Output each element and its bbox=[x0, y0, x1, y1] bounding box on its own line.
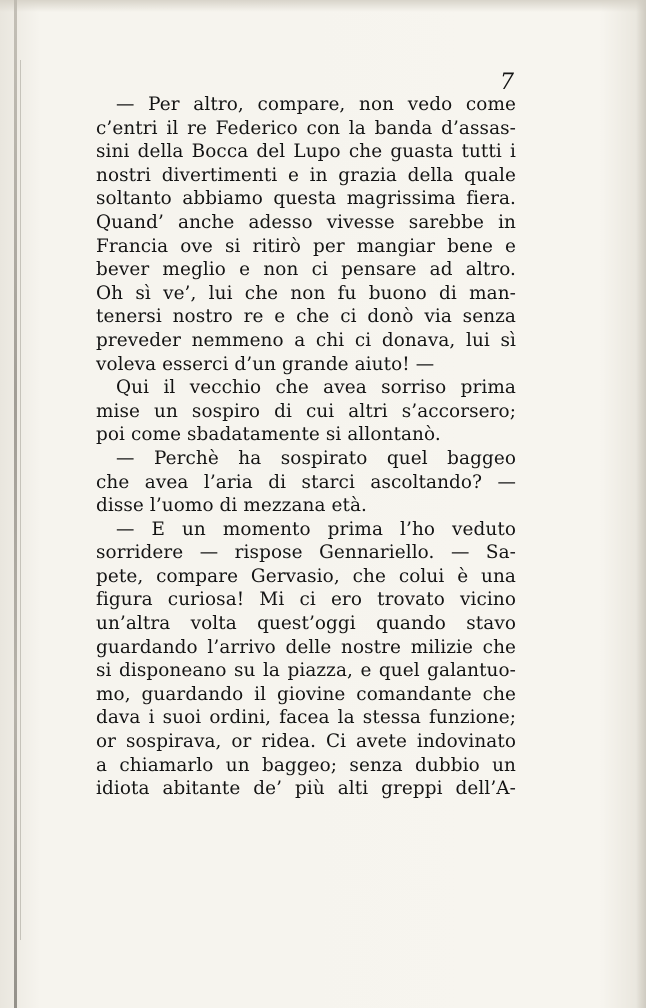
text-line: — Perchè ha sospirato quel baggeo bbox=[116, 447, 516, 469]
text-line: Oh sì ve’, lui che non fu buono di man- bbox=[96, 282, 516, 304]
binding-edge bbox=[14, 0, 17, 1008]
text-line: preveder nemmeno a chi ci donava, lui sì bbox=[96, 329, 516, 351]
text-line: — E un momento prima l’ho veduto bbox=[116, 518, 516, 540]
text-line: a chiamarlo un baggeo; senza dubbio un bbox=[96, 754, 516, 776]
text-line: Qui il vecchio che avea sorriso prima bbox=[116, 377, 516, 399]
text-line: guardando l’arrivo delle nostre milizie che bbox=[96, 636, 516, 658]
text-line: figura curiosa! Mi ci ero trovato vicino bbox=[96, 589, 516, 611]
text-line: sini della Bocca del Lupo che guasta tutti i bbox=[96, 141, 516, 163]
text-line: soltanto abbiamo questa magrissima fiera. bbox=[96, 188, 516, 210]
text-line: idiota abitante de’ più alti greppi dell’A- bbox=[96, 778, 516, 800]
text-line: bever meglio e non ci pensare ad altro. bbox=[96, 259, 516, 281]
text-line: si disponeano su la piazza, e quel galantuo- bbox=[96, 660, 516, 682]
text-line: voleva esserci d’un grande aiuto! — bbox=[96, 353, 435, 375]
page-top-edge bbox=[0, 0, 646, 12]
text-line: nostri divertimenti e in grazia della quale bbox=[96, 164, 516, 186]
text-line: Francia ove si ritirò per mangiar bene e bbox=[96, 235, 516, 257]
binding-shadow bbox=[20, 60, 21, 940]
text-line: un’altra volta quest’oggi quando stavo bbox=[96, 613, 516, 635]
text-line: disse l’uomo di mezzana età. bbox=[96, 495, 367, 517]
text-line: dava i suoi ordini, facea la stessa funzione; bbox=[96, 707, 516, 729]
text-line: che avea l’aria di starci ascoltando? — bbox=[96, 471, 516, 493]
body-text bbox=[96, 93, 516, 801]
text-line: — Per altro, compare, non vedo come bbox=[116, 94, 516, 115]
text-line: pete, compare Gervasio, che colui è una bbox=[96, 565, 516, 587]
page-right-edge bbox=[636, 0, 646, 1008]
text-line: Quand’ anche adesso vivesse sarebbe in bbox=[96, 211, 516, 233]
text-line: c’entri il re Federico con la banda d’assas- bbox=[96, 117, 516, 139]
text-line: tenersi nostro re e che ci donò via senza bbox=[96, 306, 516, 328]
page-number: 7 bbox=[500, 70, 514, 95]
text-line: mise un sospiro di cui altri s’accorsero; bbox=[96, 400, 516, 422]
text-line: poi come sbadatamente si allontanò. bbox=[96, 424, 441, 446]
text-line: sorridere — rispose Gennariello. — Sa- bbox=[96, 542, 516, 564]
text-line: or sospirava, or ridea. Ci avete indovinato bbox=[96, 731, 516, 753]
text-line: mo, guardando il giovine comandante che bbox=[96, 683, 516, 705]
